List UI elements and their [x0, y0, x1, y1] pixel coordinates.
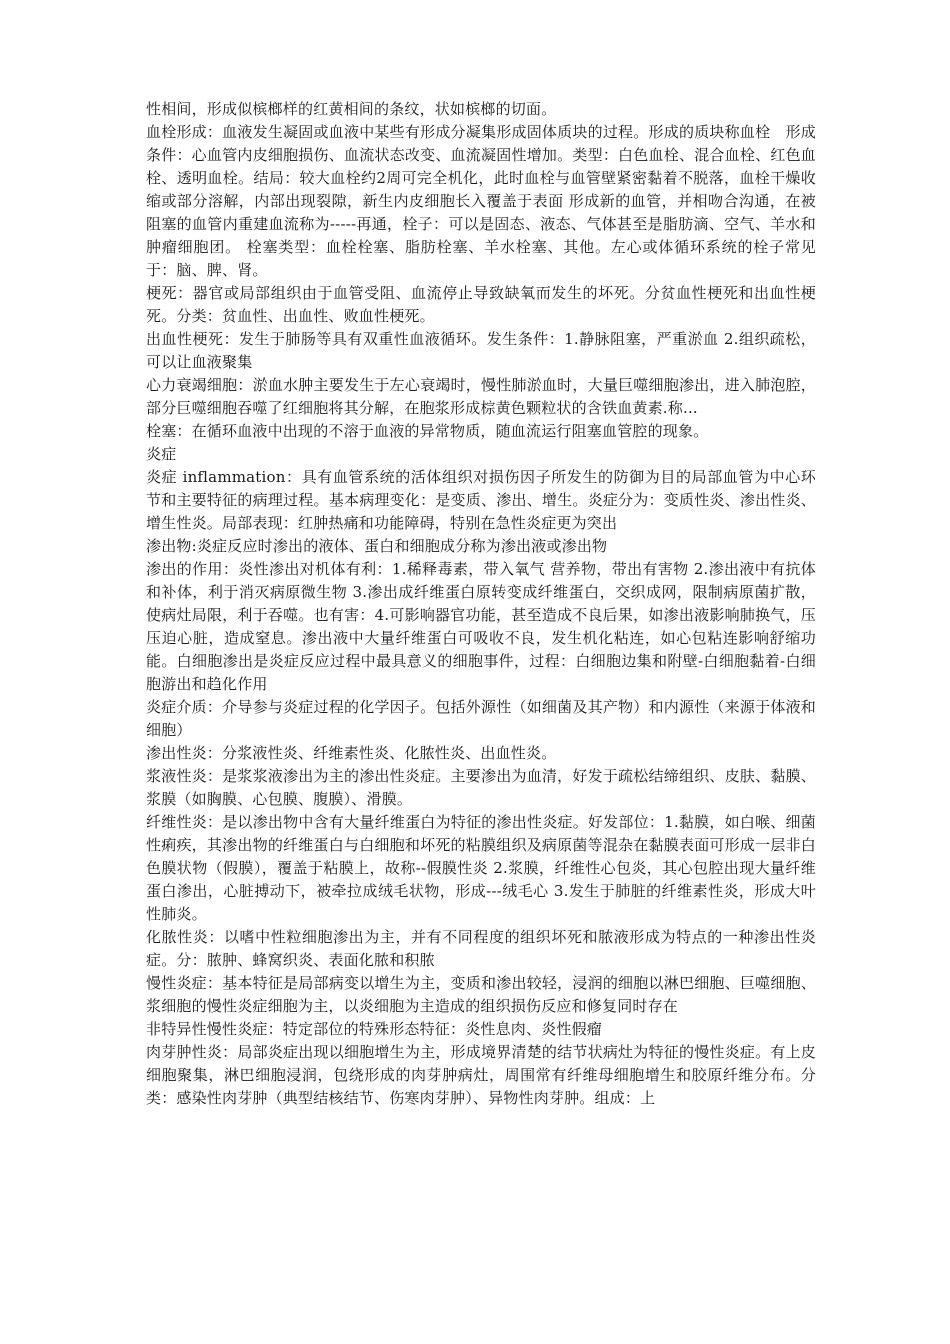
paragraph-serous-inflammation: 浆液性炎：是浆浆液渗出为主的渗出性炎症。主要渗出为血清，好发于疏松结缔组织、皮肤、黏膜、浆膜（如胸膜、心包膜、腹膜）、滑膜。 [146, 767, 816, 808]
paragraph-exudative-inflammation: 渗出性炎：分浆液性炎、纤维素性炎、化脓性炎、出血性炎。 [146, 744, 557, 762]
paragraph-nutmeg-liver-continuation: 性相间，形成似槟榔样的红黄相间的条纹，状如槟榔的切面。 [146, 100, 557, 118]
paragraph-purulent-inflammation: 化脓性炎：以嗜中性粒细胞渗出为主，并有不同程度的组织坏死和脓液形成为特点的一种渗出性炎症。分：脓肿、蜂窝织炎、表面化脓和积脓 [146, 928, 816, 969]
section-heading-inflammation: 炎症 [146, 445, 177, 463]
paragraph-exudation-effects: 渗出的作用：炎性渗出对机体有利：1.稀释毒素，带入氧气 营养物，带出有害物 2.渗出液中有抗体和补体，利于消灭病原微生物 3.渗出成纤维蛋白原转变成纤维蛋白，交织成网，限制病原菌扩散，使病灶局限，利于吞噬。也有害：4.可影响器官功能，甚至造成不良后果，如渗出液影响肺换气，压压迫心脏，造成窒息。渗出液中大量纤维蛋白可吸收不良，发生机化粘连，如心包粘连影响舒缩功能。白细胞渗出是炎症反应过程中最具意义的细胞事件，过程：白细胞边集和附壁-白细胞黏着-白细胞游出和趋化作用 [146, 560, 816, 693]
paragraph-chronic-inflammation: 慢性炎症：基本特征是局部病变以增生为主，变质和渗出较轻，浸润的细胞以淋巴细胞、巨噬细胞、浆细胞的慢性炎症细胞为主，以炎细胞为主造成的组织损伤反应和修复同时存在 [146, 974, 816, 1015]
paragraph-hemorrhagic-infarction: 出血性梗死：发生于肺肠等具有双重性血液循环。发生条件：1.静脉阻塞，严重淤血 2.组织疏松，可以让血液聚集 [146, 330, 816, 371]
paragraph-infarction: 梗死：器官或局部组织由于血管受阻、血流停止导致缺氧而发生的坏死。分贫血性梗死和出血性梗死。分类：贫血性、出血性、败血性梗死。 [146, 284, 816, 325]
paragraph-fibrinous-inflammation: 纤维性炎：是以渗出物中含有大量纤维蛋白为特征的渗出性炎症。好发部位：1.黏膜，如白喉、细菌性痢疾，其渗出物的纤维蛋白与白细胞和坏死的粘膜组织及病原菌等混杂在黏膜表面可形成一层非白色膜状物（假膜），覆盖于粘膜上，故称--假膜性炎 2.浆膜，纤维性心包炎，其心包腔出现大量纤维蛋白渗出，心脏搏动下，被牵拉成绒毛状物，形成---绒毛心 3.发生于肺脏的纤维素性炎，形成大叶性肺炎。 [146, 813, 816, 923]
document-page [146, 98, 816, 1110]
paragraph-nonspecific-chronic-inflammation: 非特异性慢性炎症：特定部位的特殊形态特征：炎性息肉、炎性假瘤 [146, 1020, 603, 1038]
paragraph-inflammation-definition: 炎症 inflammation：具有血管系统的活体组织对损伤因子所发生的防御为目的局部血管为中心环节和主要特征的病理过程。基本病理变化：是变质、渗出、增生。炎症分为：变质性炎、渗出性炎、增生性炎。局部表现：红肿热痛和功能障碍，特别在急性炎症更为突出 [146, 468, 816, 532]
paragraph-granulomatous-inflammation: 肉芽肿性炎：局部炎症出现以细胞增生为主，形成境界清楚的结节状病灶为特征的慢性炎症。有上皮细胞聚集，淋巴细胞浸润，包绕形成的肉芽肿病灶，周围常有纤维母细胞增生和胶原纤维分布。分类：感染性肉芽肿（典型结核结节、伤寒肉芽肿）、异物性肉芽肿。组成：上 [146, 1043, 816, 1107]
paragraph-heart-failure-cells: 心力衰竭细胞：淤血水肿主要发生于左心衰竭时，慢性肺淤血时，大量巨噬细胞渗出，进入肺泡腔，部分巨噬细胞吞噬了红细胞将其分解，在胞浆形成棕黄色颗粒状的含铁血黄素.称... [146, 376, 816, 417]
paragraph-exudate: 渗出物:炎症反应时渗出的液体、蛋白和细胞成分称为渗出液或渗出物 [146, 537, 608, 555]
paragraph-embolism: 栓塞：在循环血液中出现的不溶于血液的异常物质，随血流运行阻塞血管腔的现象。 [146, 422, 709, 440]
paragraph-inflammatory-mediators: 炎症介质：介导参与炎症过程的化学因子。包括外源性（如细菌及其产物）和内源性（来源于体液和细胞） [146, 698, 816, 739]
paragraph-thrombosis: 血栓形成：血液发生凝固或血液中某些有形成分凝集形成固体质块的过程。形成的质块称血栓 形成条件：心血管内皮细胞损伤、血流状态改变、血流凝固性增加。类型：白色血栓、混合血栓、红色血栓、透明血栓。结局：较大血栓约2周可完全机化，此时血栓与血管壁紧密黏着不脱落，血栓干燥收缩或部分溶解，内部出现裂隙，新生内皮细胞长入覆盖于表面 形成新的血管，并相吻合沟通，在被阻塞的血管内重建血流称为-----再通，栓子：可以是固态、液态、气体甚至是脂肪滴、空气、羊水和肿瘤细胞团。 栓塞类型：血栓栓塞、脂肪栓塞、羊水栓塞、其他。左心或体循环系统的栓子常见于：脑、脾、肾。 [146, 123, 816, 279]
